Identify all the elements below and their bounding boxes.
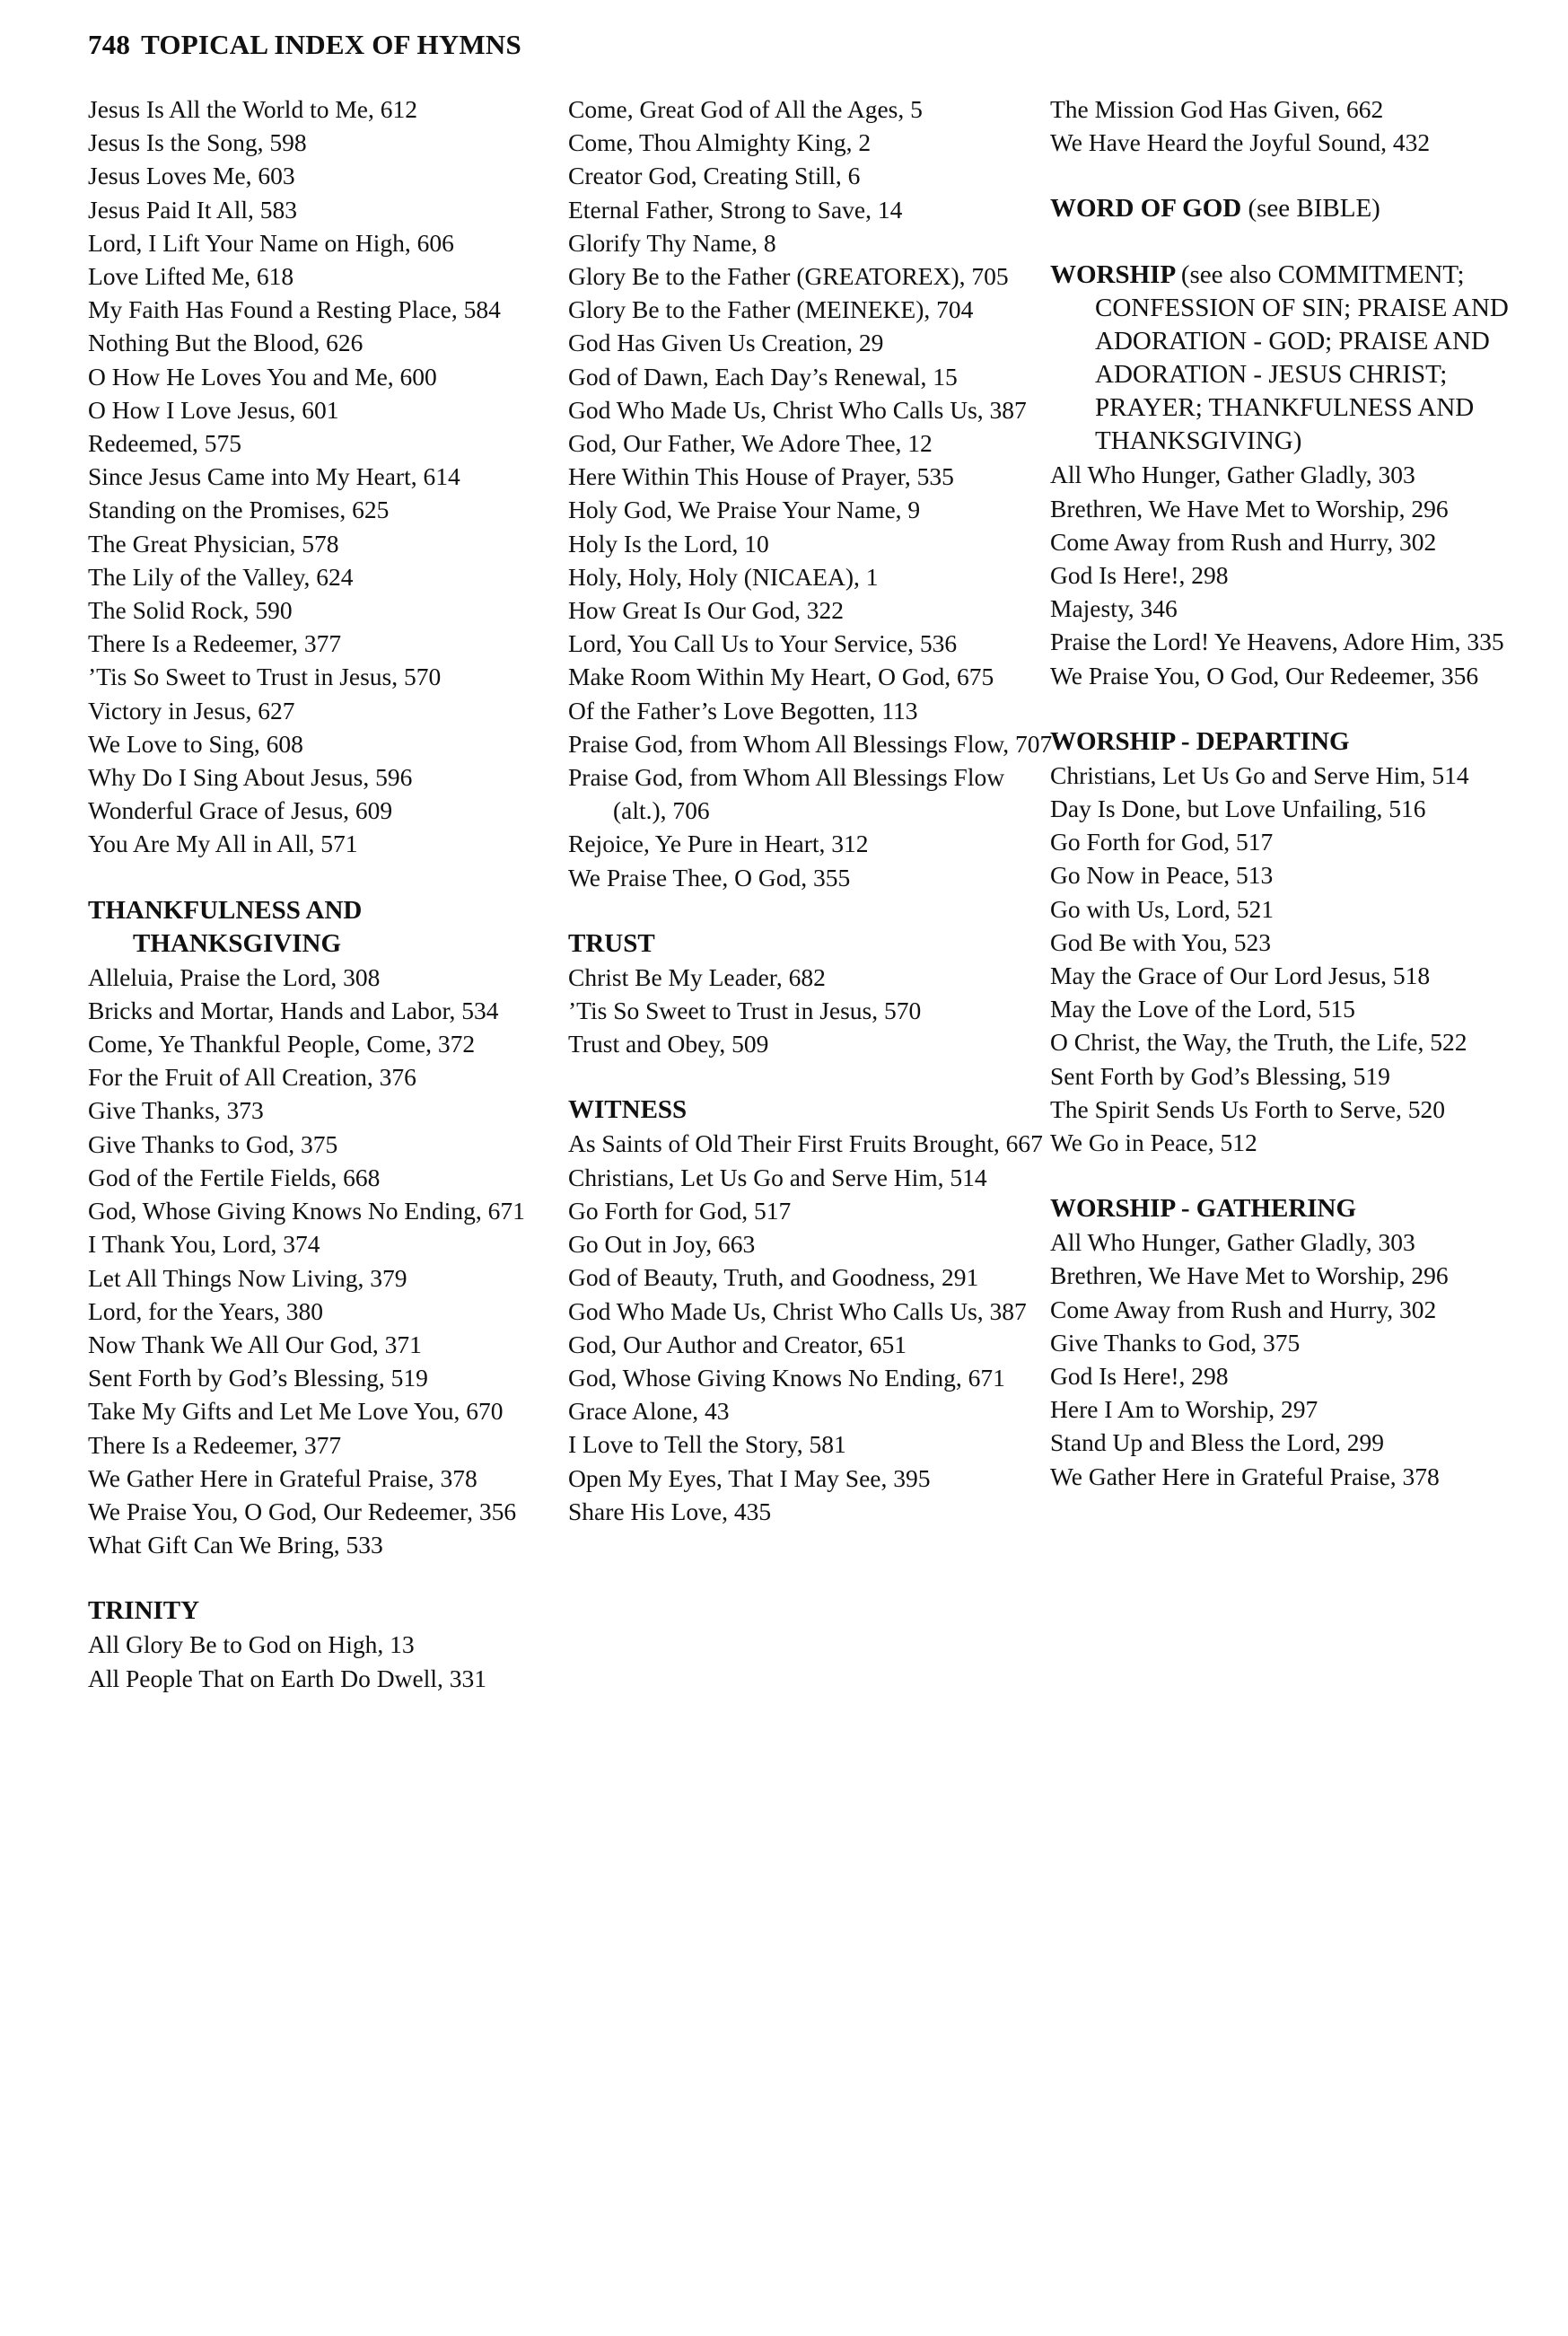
hymn-entry: Why Do I Sing About Jesus, 596 <box>88 763 413 792</box>
section-heading-text: WORSHIP - GATHERING <box>1050 1194 1357 1224</box>
index-section <box>1050 259 1517 691</box>
hymn-entry: Praise God, from Whom All Blessings Flow, 707 <box>568 729 1053 758</box>
hymn-entry: We Have Heard the Joyful Sound, 432 <box>1050 128 1431 157</box>
index-section <box>1050 1192 1517 1493</box>
section-heading-text: TRINITY <box>88 1596 200 1626</box>
hymn-entry: Sent Forth by God’s Blessing, 519 <box>88 1364 428 1392</box>
hymn-entry: Go Forth for God, 517 <box>568 1196 792 1225</box>
hymn-entry: God Who Made Us, Christ Who Calls Us, 387 <box>568 395 1027 424</box>
hymn-entry: Open My Eyes, That I May See, 395 <box>568 1463 931 1492</box>
index-column-2 <box>568 92 1053 1561</box>
hymn-entry: Day Is Done, but Love Unfailing, 516 <box>1050 795 1426 823</box>
hymn-entry: Bricks and Mortar, Hands and Labor, 534 <box>88 996 499 1024</box>
hymn-entry: Love Lifted Me, 618 <box>88 262 294 291</box>
index-section <box>568 927 1053 1061</box>
hymn-entry: There Is a Redeemer, 377 <box>88 1430 342 1459</box>
hymn-entry: Wonderful Grace of Jesus, 609 <box>88 796 393 825</box>
hymn-entry: Here I Am to Worship, 297 <box>1050 1395 1318 1424</box>
hymn-entry: ’Tis So Sweet to Trust in Jesus, 570 <box>88 663 442 691</box>
hymn-entry: The Spirit Sends Us Forth to Serve, 520 <box>1050 1094 1445 1123</box>
hymn-entry: For the Fruit of All Creation, 376 <box>88 1063 416 1092</box>
section-heading <box>568 1093 1053 1127</box>
hymn-entry: Brethren, We Have Met to Worship, 296 <box>1050 1261 1449 1290</box>
section-heading <box>1050 725 1517 759</box>
hymn-entry: Jesus Paid It All, 583 <box>88 195 297 224</box>
hymn-entry: All People That on Earth Do Dwell, 331 <box>88 1664 487 1692</box>
hymn-entry: Christians, Let Us Go and Serve Him, 514 <box>568 1163 987 1191</box>
hymn-entry: Go Out in Joy, 663 <box>568 1230 756 1259</box>
index-section <box>1050 92 1517 159</box>
hymn-entry: I Love to Tell the Story, 581 <box>568 1430 846 1459</box>
hymn-entry: The Lily of the Valley, 624 <box>88 562 354 591</box>
hymn-entry: God of Dawn, Each Day’s Renewal, 15 <box>568 362 958 391</box>
hymn-entry: I Thank You, Lord, 374 <box>88 1230 320 1259</box>
hymn-entry: Lord, for the Years, 380 <box>88 1296 323 1325</box>
hymn-entry: Grace Alone, 43 <box>568 1397 730 1426</box>
hymn-entry: Alleluia, Praise the Lord, 308 <box>88 962 381 991</box>
section-heading <box>568 927 1053 961</box>
hymn-entry: You Are My All in All, 571 <box>88 830 358 858</box>
page-title: TOPICAL INDEX OF HYMNS <box>141 29 521 60</box>
hymn-entry: Go Forth for God, 517 <box>1050 828 1274 856</box>
hymn-entry: God of Beauty, Truth, and Goodness, 291 <box>568 1263 979 1292</box>
hymn-entry: Creator God, Creating Still, 6 <box>568 162 861 190</box>
hymn-entry: The Solid Rock, 590 <box>88 596 293 625</box>
index-column-3 <box>1050 92 1517 1526</box>
hymn-entry: Come Away from Rush and Hurry, 302 <box>1050 527 1437 556</box>
hymn-entry: Nothing But the Blood, 626 <box>88 329 364 357</box>
hymn-entry: Majesty, 346 <box>1050 594 1178 623</box>
hymn-entry: Go Now in Peace, 513 <box>1050 861 1274 890</box>
hymn-entry: Go with Us, Lord, 521 <box>1050 894 1275 923</box>
hymn-entry: The Great Physician, 578 <box>88 529 339 558</box>
index-section <box>88 894 573 1562</box>
hymn-entry: How Great Is Our God, 322 <box>568 596 845 625</box>
section-heading-text: WORD OF GOD <box>1050 194 1242 224</box>
hymn-entry: Lord, I Lift Your Name on High, 606 <box>88 228 454 257</box>
section-heading <box>1050 1192 1517 1225</box>
hymn-entry: O How I Love Jesus, 601 <box>88 395 339 424</box>
hymn-entry: Jesus Is All the World to Me, 612 <box>88 95 417 123</box>
hymn-entry: We Praise You, O God, Our Redeemer, 356 <box>88 1497 517 1525</box>
hymn-entry: Redeemed, 575 <box>88 429 242 458</box>
hymn-entry: Sent Forth by God’s Blessing, 519 <box>1050 1061 1390 1090</box>
index-section <box>1050 192 1517 225</box>
hymn-entry: Christians, Let Us Go and Serve Him, 514 <box>1050 760 1469 789</box>
hymn-entry: What Gift Can We Bring, 533 <box>88 1531 383 1559</box>
hymn-entry: Give Thanks to God, 375 <box>88 1129 338 1158</box>
hymn-entry: Since Jesus Came into My Heart, 614 <box>88 462 460 491</box>
hymn-entry: God, Our Father, We Adore Thee, 12 <box>568 429 933 458</box>
hymn-entry: All Who Hunger, Gather Gladly, 303 <box>1050 461 1415 489</box>
hymn-entry: Let All Things Now Living, 379 <box>88 1263 407 1292</box>
hymn-entry: Come, Thou Almighty King, 2 <box>568 128 872 157</box>
section-heading <box>1050 259 1517 458</box>
hymn-entry: God, Our Author and Creator, 651 <box>568 1330 907 1358</box>
section-cross-reference: (see BIBLE) <box>1248 194 1380 224</box>
section-heading-text: WITNESS <box>568 1095 688 1125</box>
index-section <box>1050 725 1517 1159</box>
hymn-entry: Glorify Thy Name, 8 <box>568 228 776 257</box>
hymn-entry: We Gather Here in Grateful Praise, 378 <box>88 1463 477 1492</box>
section-heading-text: THANKFULNESS AND THANKSGIVING <box>88 895 363 958</box>
hymn-entry: Jesus Loves Me, 603 <box>88 162 295 190</box>
hymn-entry: Give Thanks, 373 <box>88 1096 264 1125</box>
hymn-entry: Come, Ye Thankful People, Come, 372 <box>88 1030 476 1058</box>
hymn-entry: Christ Be My Leader, 682 <box>568 962 826 991</box>
hymn-entry: As Saints of Old Their First Fruits Brought, 667 <box>568 1129 1043 1158</box>
page-header <box>88 29 521 61</box>
hymn-entry: Take My Gifts and Let Me Love You, 670 <box>88 1397 504 1426</box>
hymn-entry: Stand Up and Bless the Lord, 299 <box>1050 1428 1384 1457</box>
hymn-entry: We Go in Peace, 512 <box>1050 1128 1257 1157</box>
section-cross-reference: (see also COMMITMENT; CONFESSION OF SIN; PRAISE AND ADORATION - GOD; PRAISE AND ADORATION - JESUS CHRIST; PRAYER; THANKFULNESS AND THANKSGIVING) <box>1095 260 1509 456</box>
hymn-entry: Here Within This House of Prayer, 535 <box>568 462 954 491</box>
hymn-entry: Of the Father’s Love Begotten, 113 <box>568 696 918 725</box>
hymn-entry: We Love to Sing, 608 <box>88 729 303 758</box>
hymn-entry: God of the Fertile Fields, 668 <box>88 1163 381 1191</box>
hymn-entry: ’Tis So Sweet to Trust in Jesus, 570 <box>568 997 922 1025</box>
index-section <box>568 1093 1053 1527</box>
hymn-entry: God, Whose Giving Knows No Ending, 671 <box>88 1197 525 1225</box>
hymn-entry: God Has Given Us Creation, 29 <box>568 329 884 357</box>
hymn-entry: Come, Great God of All the Ages, 5 <box>568 95 923 123</box>
hymn-entry: Holy Is the Lord, 10 <box>568 529 769 558</box>
hymn-entry: Victory in Jesus, 627 <box>88 696 295 725</box>
section-heading <box>88 894 573 961</box>
hymn-entry: O Christ, the Way, the Truth, the Life, 522 <box>1050 1028 1467 1057</box>
page-number: 748 <box>88 29 131 60</box>
hymn-entry: Give Thanks to God, 375 <box>1050 1328 1301 1357</box>
hymn-entry: We Praise You, O God, Our Redeemer, 356 <box>1050 661 1479 689</box>
hymn-entry: We Praise Thee, O God, 355 <box>568 863 851 891</box>
section-heading-text: WORSHIP <box>1050 260 1175 290</box>
hymn-entry: Make Room Within My Heart, O God, 675 <box>568 663 994 691</box>
index-section <box>568 92 1053 894</box>
hymn-entry: Praise God, from Whom All Blessings Flow (alt.), 706 <box>568 763 1005 825</box>
hymn-entry: Now Thank We All Our God, 371 <box>88 1330 422 1358</box>
hymn-entry: Lord, You Call Us to Your Service, 536 <box>568 629 958 658</box>
hymn-entry: God Be with You, 523 <box>1050 927 1272 956</box>
hymn-entry: God Is Here!, 298 <box>1050 561 1229 590</box>
hymn-entry: Eternal Father, Strong to Save, 14 <box>568 195 903 224</box>
hymn-entry: O How He Loves You and Me, 600 <box>88 362 437 391</box>
hymn-entry: May the Grace of Our Lord Jesus, 518 <box>1050 962 1431 990</box>
section-heading <box>1050 192 1517 225</box>
section-heading <box>88 1594 573 1628</box>
section-heading-text: TRUST <box>568 928 655 958</box>
hymn-entry: There Is a Redeemer, 377 <box>88 629 342 658</box>
hymn-entry: Holy God, We Praise Your Name, 9 <box>568 496 921 524</box>
hymn-entry: God Who Made Us, Christ Who Calls Us, 387 <box>568 1296 1027 1325</box>
index-section <box>88 1594 573 1694</box>
hymn-entry: May the Love of the Lord, 515 <box>1050 995 1355 1023</box>
hymn-entry: Trust and Obey, 509 <box>568 1030 769 1058</box>
hymn-entry: The Mission God Has Given, 662 <box>1050 95 1384 123</box>
hymn-entry: Praise the Lord! Ye Heavens, Adore Him, 335 <box>1050 628 1504 656</box>
index-section <box>88 92 573 861</box>
hymn-entry: Glory Be to the Father (GREATOREX), 705 <box>568 262 1009 291</box>
hymn-entry: Glory Be to the Father (MEINEKE), 704 <box>568 295 974 324</box>
hymn-entry: Standing on the Promises, 625 <box>88 496 390 524</box>
hymn-entry: Brethren, We Have Met to Worship, 296 <box>1050 494 1449 523</box>
hymn-entry: Come Away from Rush and Hurry, 302 <box>1050 1295 1437 1323</box>
hymn-entry: We Gather Here in Grateful Praise, 378 <box>1050 1462 1440 1490</box>
hymn-entry: Jesus Is the Song, 598 <box>88 128 307 157</box>
index-column-1 <box>88 92 573 1728</box>
hymn-entry: All Who Hunger, Gather Gladly, 303 <box>1050 1228 1415 1257</box>
hymn-entry: My Faith Has Found a Resting Place, 584 <box>88 295 501 324</box>
hymn-entry: All Glory Be to God on High, 13 <box>88 1630 415 1659</box>
hymn-entry: God, Whose Giving Knows No Ending, 671 <box>568 1363 1005 1392</box>
hymn-entry: Rejoice, Ye Pure in Heart, 312 <box>568 830 869 858</box>
hymn-entry: God Is Here!, 298 <box>1050 1362 1229 1391</box>
hymn-entry: Holy, Holy, Holy (NICAEA), 1 <box>568 562 879 591</box>
section-heading-text: WORSHIP - DEPARTING <box>1050 726 1350 756</box>
hymn-entry: Share His Love, 435 <box>568 1497 772 1525</box>
